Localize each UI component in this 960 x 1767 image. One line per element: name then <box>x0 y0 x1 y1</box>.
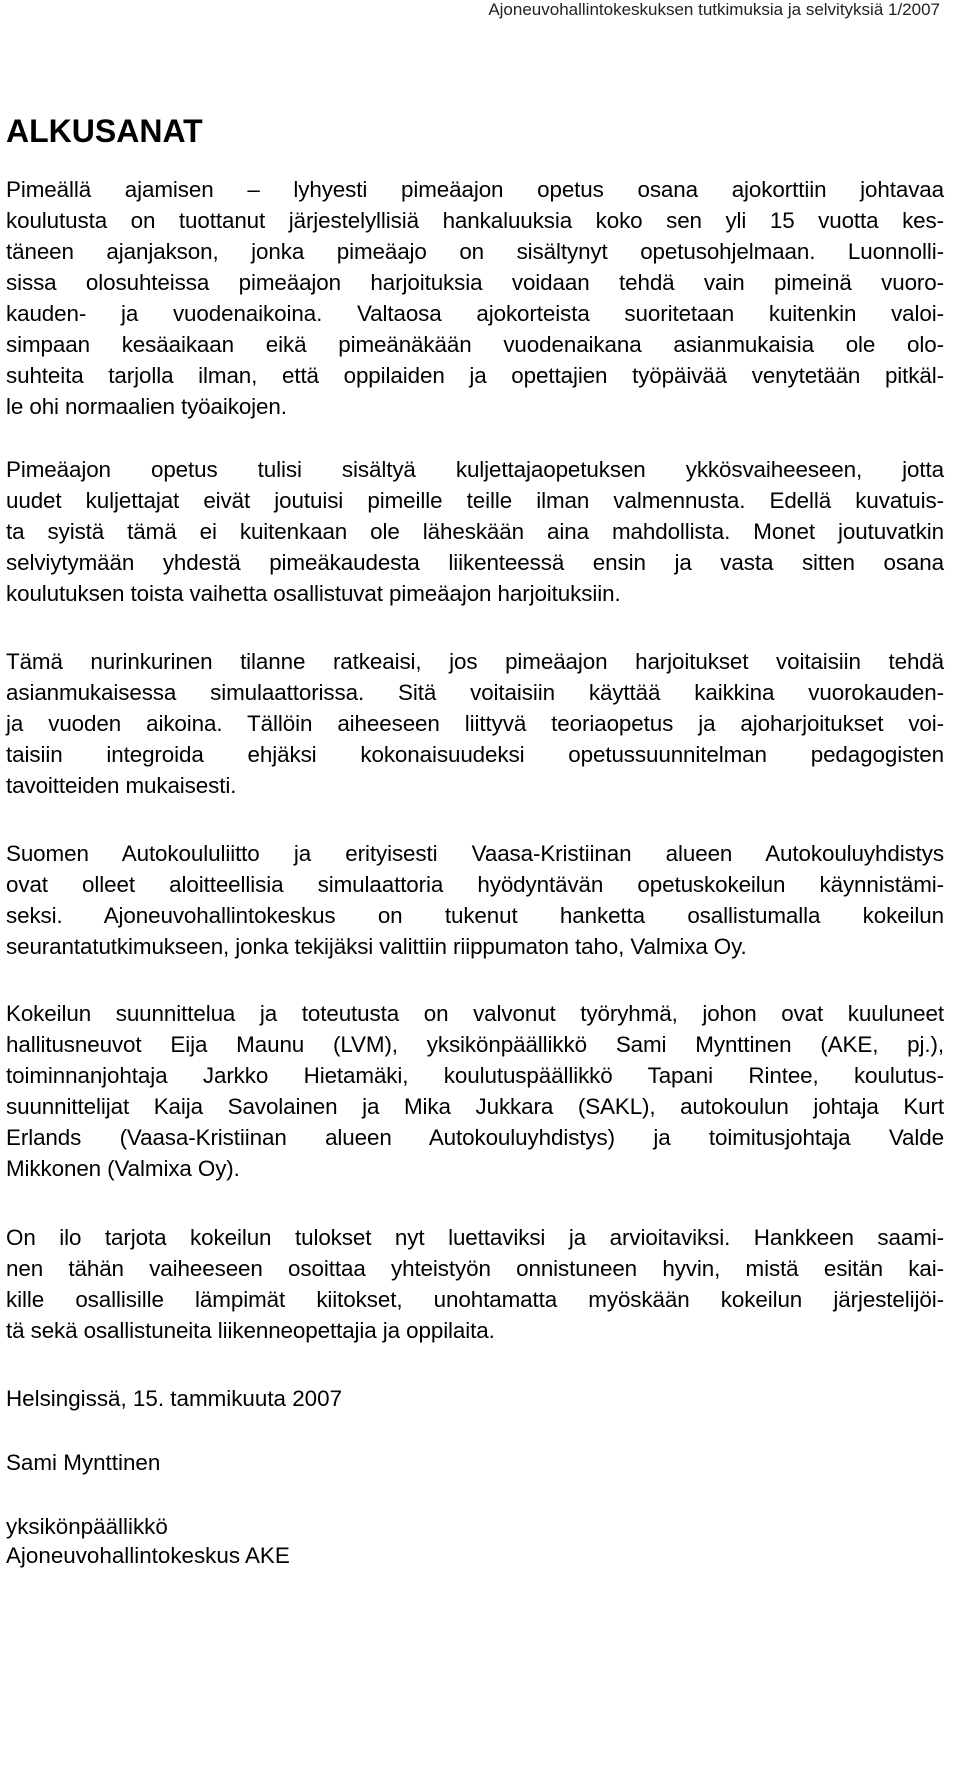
signer-role: yksikönpäällikkö <box>6 1514 168 1539</box>
paragraph-line: Kokeilun suunnittelua ja toteutusta on valvonut työryhmä, johon ovat kuuluneet <box>6 1001 944 1026</box>
paragraph-6 <box>6 1222 944 1346</box>
paragraph-1 <box>6 174 944 422</box>
paragraph-line: Pimeäajon opetus tulisi sisältyä kuljettajaopetuksen ykkösvaiheeseen, jotta <box>6 457 944 482</box>
paragraph-line: Mikkonen (Valmixa Oy). <box>6 1156 240 1181</box>
paragraph-line: asianmukaisessa simulaattorissa. Sitä voitaisiin käyttää kaikkina vuorokauden- <box>6 680 944 705</box>
paragraph-line: tavoitteiden mukaisesti. <box>6 773 237 798</box>
paragraph-line: taisiin integroida ehjäksi kokonaisuudeksi opetussuunnitelman pedagogisten <box>6 742 944 767</box>
paragraph-line: selviytymään yhdestä pimeäkaudesta liikenteessä ensin ja vasta sitten osana <box>6 550 944 575</box>
paragraph-line: seurantatutkimukseen, jonka tekijäksi valittiin riippumaton taho, Valmixa Oy. <box>6 934 747 959</box>
paragraph-line: suunnittelijat Kaija Savolainen ja Mika Jukkara (SAKL), autokoulun johtaja Kurt <box>6 1094 944 1119</box>
place-date: Helsingissä, 15. tammikuuta 2007 <box>6 1386 343 1411</box>
paragraph-line: koulutuksen toista vaihetta osallistuvat pimeäajon harjoituksiin. <box>6 581 621 606</box>
signer-organization: Ajoneuvohallintokeskus AKE <box>6 1543 290 1568</box>
paragraph-line: Erlands (Vaasa-Kristiinan alueen Autokouluyhdistys) ja toimitusjohtaja Valde <box>6 1125 944 1150</box>
paragraph-line: täneen ajanjakson, jonka pimeäajo on sisältynyt opetusohjelmaan. Luonnolli- <box>6 239 944 264</box>
paragraph-line: uudet kuljettajat eivät joutuisi pimeille teille ilman valmennusta. Edellä kuvatuis- <box>6 488 944 513</box>
paragraph-line: nen tähän vaiheeseen osoittaa yhteistyön onnistuneen hyvin, mistä esitän kai- <box>6 1256 944 1281</box>
paragraph-3 <box>6 646 944 801</box>
paragraph-line: On ilo tarjota kokeilun tulokset nyt luettaviksi ja arvioitaviksi. Hankkeen saami- <box>6 1225 944 1250</box>
paragraph-line: sissa olosuhteissa pimeäajon harjoituksia voidaan tehdä vain pimeinä vuoro- <box>6 270 944 295</box>
paragraph-line: hallitusneuvot Eija Maunu (LVM), yksikönpäällikkö Sami Mynttinen (AKE, pj.), <box>6 1032 944 1057</box>
paragraph-line: simpaan kesäaikaan eikä pimeänäkään vuodenaikana asianmukaisia ole olo- <box>6 332 944 357</box>
paragraph-5 <box>6 998 944 1184</box>
running-header: Ajoneuvohallintokeskuksen tutkimuksia ja selvityksiä 1/2007 <box>488 0 940 19</box>
signer-name: Sami Mynttinen <box>6 1450 161 1475</box>
paragraph-line: le ohi normaalien työaikojen. <box>6 394 287 419</box>
paragraph-4 <box>6 838 944 962</box>
paragraph-line: seksi. Ajoneuvohallintokeskus on tukenut hanketta osallistumalla kokeilun <box>6 903 944 928</box>
paragraph-line: suhteita tarjolla ilman, että oppilaiden ja opettajien työpäivää venytetään pitkäl- <box>6 363 944 388</box>
paragraph-line: kille osallisille lämpimät kiitokset, unohtamatta myöskään kokeilun järjestelijöi- <box>6 1287 944 1312</box>
paragraph-line: ja vuoden aikoina. Tällöin aiheeseen liittyvä teoriaopetus ja ajoharjoitukset voi- <box>6 711 944 736</box>
paragraph-2 <box>6 454 944 609</box>
paragraph-line: Suomen Autokoululiitto ja erityisesti Vaasa-Kristiinan alueen Autokouluyhdistys <box>6 841 944 866</box>
page-title: ALKUSANAT <box>6 113 203 149</box>
paragraph-line: Tämä nurinkurinen tilanne ratkeaisi, jos pimeäajon harjoitukset voitaisiin tehdä <box>6 649 944 674</box>
paragraph-line: ta syistä tämä ei kuitenkaan ole läheskään aina mahdollista. Monet joutuvatkin <box>6 519 944 544</box>
paragraph-line: toiminnanjohtaja Jarkko Hietamäki, koulutuspäällikkö Tapani Rintee, koulutus- <box>6 1063 944 1088</box>
paragraph-line: kauden- ja vuodenaikoina. Valtaosa ajokorteista suoritetaan kuitenkin valoi- <box>6 301 944 326</box>
paragraph-line: koulutusta on tuottanut järjestelyllisiä hankaluuksia koko sen yli 15 vuotta kes- <box>6 208 944 233</box>
paragraph-line: ovat olleet aloitteellisia simulaattoria hyödyntävän opetuskokeilun käynnistämi- <box>6 872 944 897</box>
paragraph-line: tä sekä osallistuneita liikenneopettajia ja oppilaita. <box>6 1318 495 1343</box>
paragraph-line: Pimeällä ajamisen – lyhyesti pimeäajon opetus osana ajokorttiin johtavaa <box>6 177 944 202</box>
